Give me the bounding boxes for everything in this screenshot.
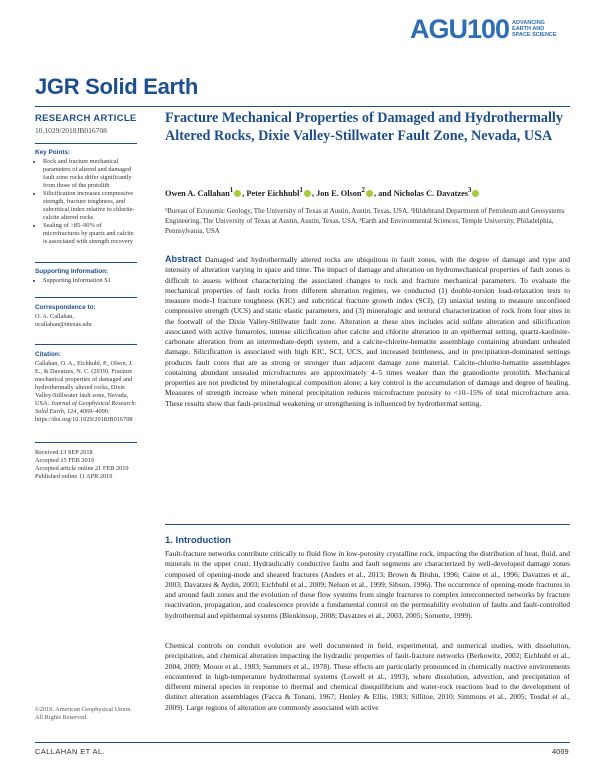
key-points-heading: Key Points: [35, 149, 71, 156]
divider [35, 143, 137, 144]
supporting-info-link[interactable]: • Supporting Information S1 [43, 277, 137, 285]
correspondence-block [35, 297, 137, 329]
journal-title: JGR Solid Earth [35, 74, 198, 99]
key-point-item: • Sealing of >85–90% of microfractures by quartz and calcite is associated with strength recovery [43, 222, 137, 246]
paper-title: Fracture Mechanical Properties of Damaged and Hydrothermally Altered Rocks, Dixie Valley-Stillwater Fault Zone, Nevada, USA [165, 110, 563, 144]
supporting-info-block [35, 262, 137, 285]
date-online: Accepted article online 21 FEB 2019 [35, 465, 129, 472]
supporting-info-heading: Supporting Information: [35, 268, 109, 275]
author[interactable]: Owen A. Callahan$^1$ [165, 187, 234, 198]
key-points-block [35, 143, 137, 246]
correspondence-heading: Correspondence to: [35, 304, 96, 311]
intro-paragraph-2: Chemical controls on conduit evolution are well documented in field, experimental, and numerical studies, with dissolution, precipitation, and chemical alteration impacting the hydraulic properties of fault-fracture networks (Berkowitz, 2002; Eichhubl et al., 2004, 2009; Moore et al., 1983; Summers et al., 1978). These effects are particularly pronounced in chemically reactive environments encountered in high-temperature hydrothermal systems (Lowell et al., 1993), where dissolution, advection, and precipitation of different mineral species in response to thermal and chemical disequilibrium and water-rock reactions lead to the development of distinct alteration assemblages (Facca & Tonani, 1967; Henley & Ellis, 1983; Sillitoe, 2010; Simmons et al., 2005; Tosdal et al., 2009). Large regions of alteration are commonly associated with active [165, 641, 570, 712]
date-received: Received 13 SEP 2018 [35, 449, 93, 456]
abstract [165, 254, 570, 409]
author[interactable]: Peter Eichhubl$^1$ [246, 187, 303, 198]
date-accepted: Accepted 15 FEB 2019 [35, 457, 94, 464]
logo-tagline: ADVANCING EARTH AND SPACE SCIENCE [512, 20, 557, 38]
divider [35, 344, 137, 345]
logo-word: AGU100 [410, 14, 510, 44]
citation-block [35, 344, 137, 424]
divider [165, 524, 570, 525]
divider [35, 297, 137, 298]
dates-block [35, 442, 137, 481]
correspondence-email[interactable]: ocallahan@utexas.edu [35, 321, 92, 328]
citation-heading: Citation: [35, 351, 61, 358]
article-doi[interactable]: 10.1029/2018JB016708 [35, 126, 107, 135]
author[interactable]: Jon E. Olson$^2$ [316, 187, 365, 198]
key-points-list [35, 158, 137, 246]
copyright: ©2019. American Geophysical Union. All Rights Reserved. [35, 706, 132, 721]
author[interactable]: and Nicholas C. Davatzes$^3$ [378, 187, 472, 198]
section-heading-introduction: 1. Introduction [165, 535, 231, 546]
orcid-icon[interactable] [472, 190, 479, 197]
agu100-logo [410, 16, 570, 42]
key-point-item: • Silicification increases compressive strength, fracture toughness, and subcritical index relative to chlorite-calcite altered rocks [43, 190, 137, 222]
citation-text: Callahan, O. A., Eichhubl, P., Olson, J. E., & Davatzes, N. C. (2019). Fracture mechanical properties of damaged and hydrothermally altered rocks, Dixie Valley-Stillwater fault zone, Nevada, USA. Journal of Geophysical Research: Solid Earth, 124, 4069–4090. https://doi.org/10.1029/2018JB016708 [35, 360, 137, 423]
footer-authors: CALLAHAN ET AL. [35, 747, 106, 756]
orcid-icon[interactable] [234, 190, 241, 197]
divider [35, 262, 137, 263]
date-published: Published online 11 APR 2019 [35, 473, 113, 480]
affiliations: ¹Bureau of Economic Geology, The University of Texas at Austin, Austin, Texas, USA, ²Hildebrand Department of Petroleum and Geosystems Engineering, The University of Texas at Austin, Austin, Texas, USA, ³Earth and Environmental Sciences, Temple University, Philadelphia, Pennsylvania, USA [165, 207, 565, 235]
divider [35, 442, 137, 443]
page-number: 4069 [552, 747, 569, 756]
header-rule [35, 106, 570, 107]
footer-rule [35, 742, 570, 743]
abstract-text: Damaged and hydrothermally altered rocks are ubiquitous in fault zones, with the degree of damage and type and intensity of alteration varying in space and time. The impact of damage and alteration on hydromechanical properties of fault zones is difficult to assess without characterizing the associated changes to rock and fracture mechanical parameters. To evaluate the mechanical properties of fault rocks from different alteration regimes, we conducted (1) double-torsion load-relaxation tests to measure mode-I fracture toughness (KIC) and subcritical fracture growth index (SCI), (2) uniaxial testing to measure unconfined compressive strength (UCS) and static elastic parameters, and (3) mineralogic and textural characterization of rock from four sites in the footwall of the Dixie Valley-Stillwater fault zone. Alteration at these sites includes acid sulfate alteration and silicification associated with active fumaroles, intense silicification after calcite and chlorite alteration in an epithermal setting, quartz-kaolinite-carbonate alteration from an intermediate-depth system, and a calcite-chlorite-hematite assemblage containing abundant unhealed damage. Silicification is associated with high KIC, SCI, UCS, and increased brittleness, and in precipitation-dominated settings produces fault cores that are as strong or stronger than adjacent damage zone material. Calcite-chlorite-hematite assemblages containing abundant unsealed microfractures are approximately 4–5 times weaker than the granodiorite protolith. Mechanical properties are not predicted by mineralogical composition alone; a key control is the accumulation of damage and degree of healing. Measures of strength increase when mineral precipitation reduces microfracture porosity to <10–15% of total microfracture area. These results show that fault-proximal weakening or strengthening is influenced by hydrothermal setting. [165, 255, 570, 408]
author-list: Owen A. Callahan$^1$ , Peter Eichhubl$^1$ , Jon E. Olson$^2$ , and Nicholas C. Davatzes$^3$ [165, 187, 570, 198]
article-type: RESEARCH ARTICLE [35, 113, 137, 124]
intro-paragraph-1: Fault-fracture networks contribute critically to fluid flow in low-porosity crystalline rock, impacting the distribution of heat, fluid, and minerals in the upper crust. Hydraulically conductive faults and fault segments are characterized by well-developed damage zones composed of opening-mode and sheared fractures (Anders et al., 2013; Brown & Bruhn, 1996; Caine et al., 1996; Davatzes et al., 2003; Davatzes & Aydin, 2003; Eichhubl et al., 2009; Nelson et al., 1999; Sibson, 1996). The occurrence of opening-mode fractures in and around fault zones and the evolution of these flow systems from single fractures to complex interconnected networks by fracture reactivation, propagation, and coalescence provide a fundamental control on the permeability evolution of faults and fault-controlled hydrothermal and epithermal systems (Blenkinsop, 2008; Davatzes et al., 2003, 2005; Sornette, 1999). [165, 549, 570, 620]
orcid-icon[interactable] [366, 190, 373, 197]
abstract-label: Abstract [165, 254, 202, 264]
correspondence-name: O. A. Callahan, [35, 313, 74, 320]
orcid-icon[interactable] [304, 190, 311, 197]
key-point-item: • Rock and fracture mechanical parameters of altered and damaged fault zone rocks differ significantly from those of the protolith [43, 158, 137, 190]
